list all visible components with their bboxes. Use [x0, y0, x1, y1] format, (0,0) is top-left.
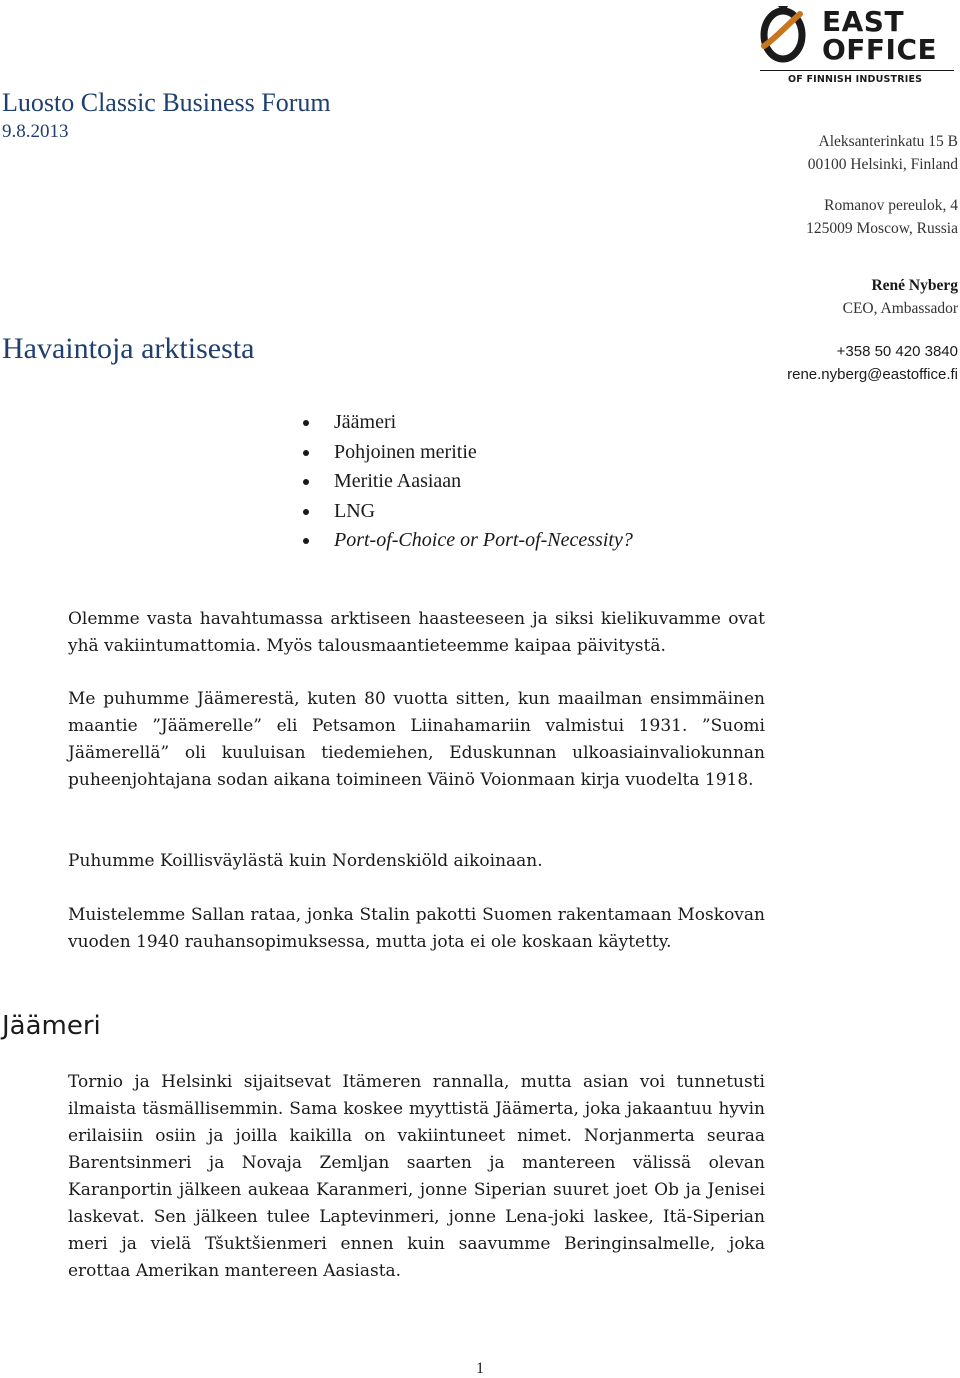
contact-role: CEO, Ambassador [842, 300, 958, 317]
address-moscow [806, 194, 958, 240]
paragraph: Me puhumme Jäämerestä, kuten 80 vuotta sitten, kun maailman ensimmäinen maantie ”Jäämerelle” eli Petsamon Liinahamariin valmistui 1931. ”Suomi Jäämerellä” oli kuuluisan tiedemiehen, Eduskunnan ulkoasiainvaliokunnan puheenjohtajana sodan aikana toimineen Väinö Voionmaan kirja vuodelta 1918. [68, 689, 765, 790]
east-office-logo-mark-icon [758, 2, 808, 64]
address-helsinki [808, 130, 958, 176]
logo-word-office: OFFICE [822, 33, 938, 66]
contact-name: René Nyberg [871, 277, 958, 294]
contact-details [787, 340, 958, 386]
page-number: 1 [476, 1360, 484, 1377]
address-line: 00100 Helsinki, Finland [807, 156, 958, 173]
list-item: Jäämeri [300, 408, 633, 438]
logo-word-east: EAST [822, 5, 905, 38]
topic-list [300, 408, 633, 556]
logo-divider [760, 70, 954, 71]
forum-date: 9.8.2013 [2, 121, 69, 142]
list-item-italic: Port-of-Choice or Port-of-Necessity? [334, 529, 633, 551]
company-logo [758, 2, 958, 86]
address-line: Aleksanterinkatu 15 B [818, 133, 958, 150]
section-heading: Jäämeri [2, 1011, 101, 1041]
contact-phone: +358 50 420 3840 [836, 343, 958, 360]
list-item: Meritie Aasiaan [300, 467, 633, 497]
list-item [300, 526, 633, 556]
list-item: Pohjoinen meritie [300, 438, 633, 468]
address-line: 125009 Moscow, Russia [806, 220, 958, 237]
paragraph: Puhumme Koillisväylästä kuin Nordenskiöld aikoinaan. [68, 851, 543, 871]
paragraph: Tornio ja Helsinki sijaitsevat Itämeren rannalla, mutta asian voi tunnetusti ilmaista täsmällisemmin. Sama koskee myyttistä Jäämerta, joka jakaantuu hyvin erilaisiin osiin ja joilla kaikilla on vakiintuneet nimet. Norjanmerta seuraa Barentsinmeri ja Novaja Zemljan saarten ja mantereen välissä olevan Karanportin jälkeen aukeaa Karanmeri, jonne Siperian suuret joet Ob ja Jenisei laskevat. Sen jälkeen tulee Laptevinmeri, jonne Lena-joki laskee, Itä-Siperian meri ja vielä Tšuktšienmeri ennen kuin saavumme Beringinsalmelle, joka erottaa Amerikan mantereen Aasiasta. [68, 1072, 765, 1281]
paragraph: Olemme vasta havahtumassa arktiseen haasteeseen ja siksi kielikuvamme ovat yhä vakiintumattomia. Myös talousmaantieteemme kaipaa päivitystä. [68, 609, 765, 656]
paragraph: Muistelemme Sallan rataa, jonka Stalin pakotti Suomen rakentamaan Moskovan vuoden 1940 rauhansopimuksessa, mutta jota ei ole koskaan käytetty. [68, 905, 765, 952]
forum-title: Luosto Classic Business Forum [2, 88, 331, 117]
logo-subtitle: OF FINNISH INDUSTRIES [788, 74, 923, 85]
list-item: LNG [300, 497, 633, 527]
document-title: Havaintoja arktisesta [2, 332, 255, 365]
contact-email[interactable]: rene.nyberg@eastoffice.fi [787, 366, 958, 383]
address-line: Romanov pereulok, 4 [824, 197, 958, 214]
contact-block [843, 274, 958, 320]
